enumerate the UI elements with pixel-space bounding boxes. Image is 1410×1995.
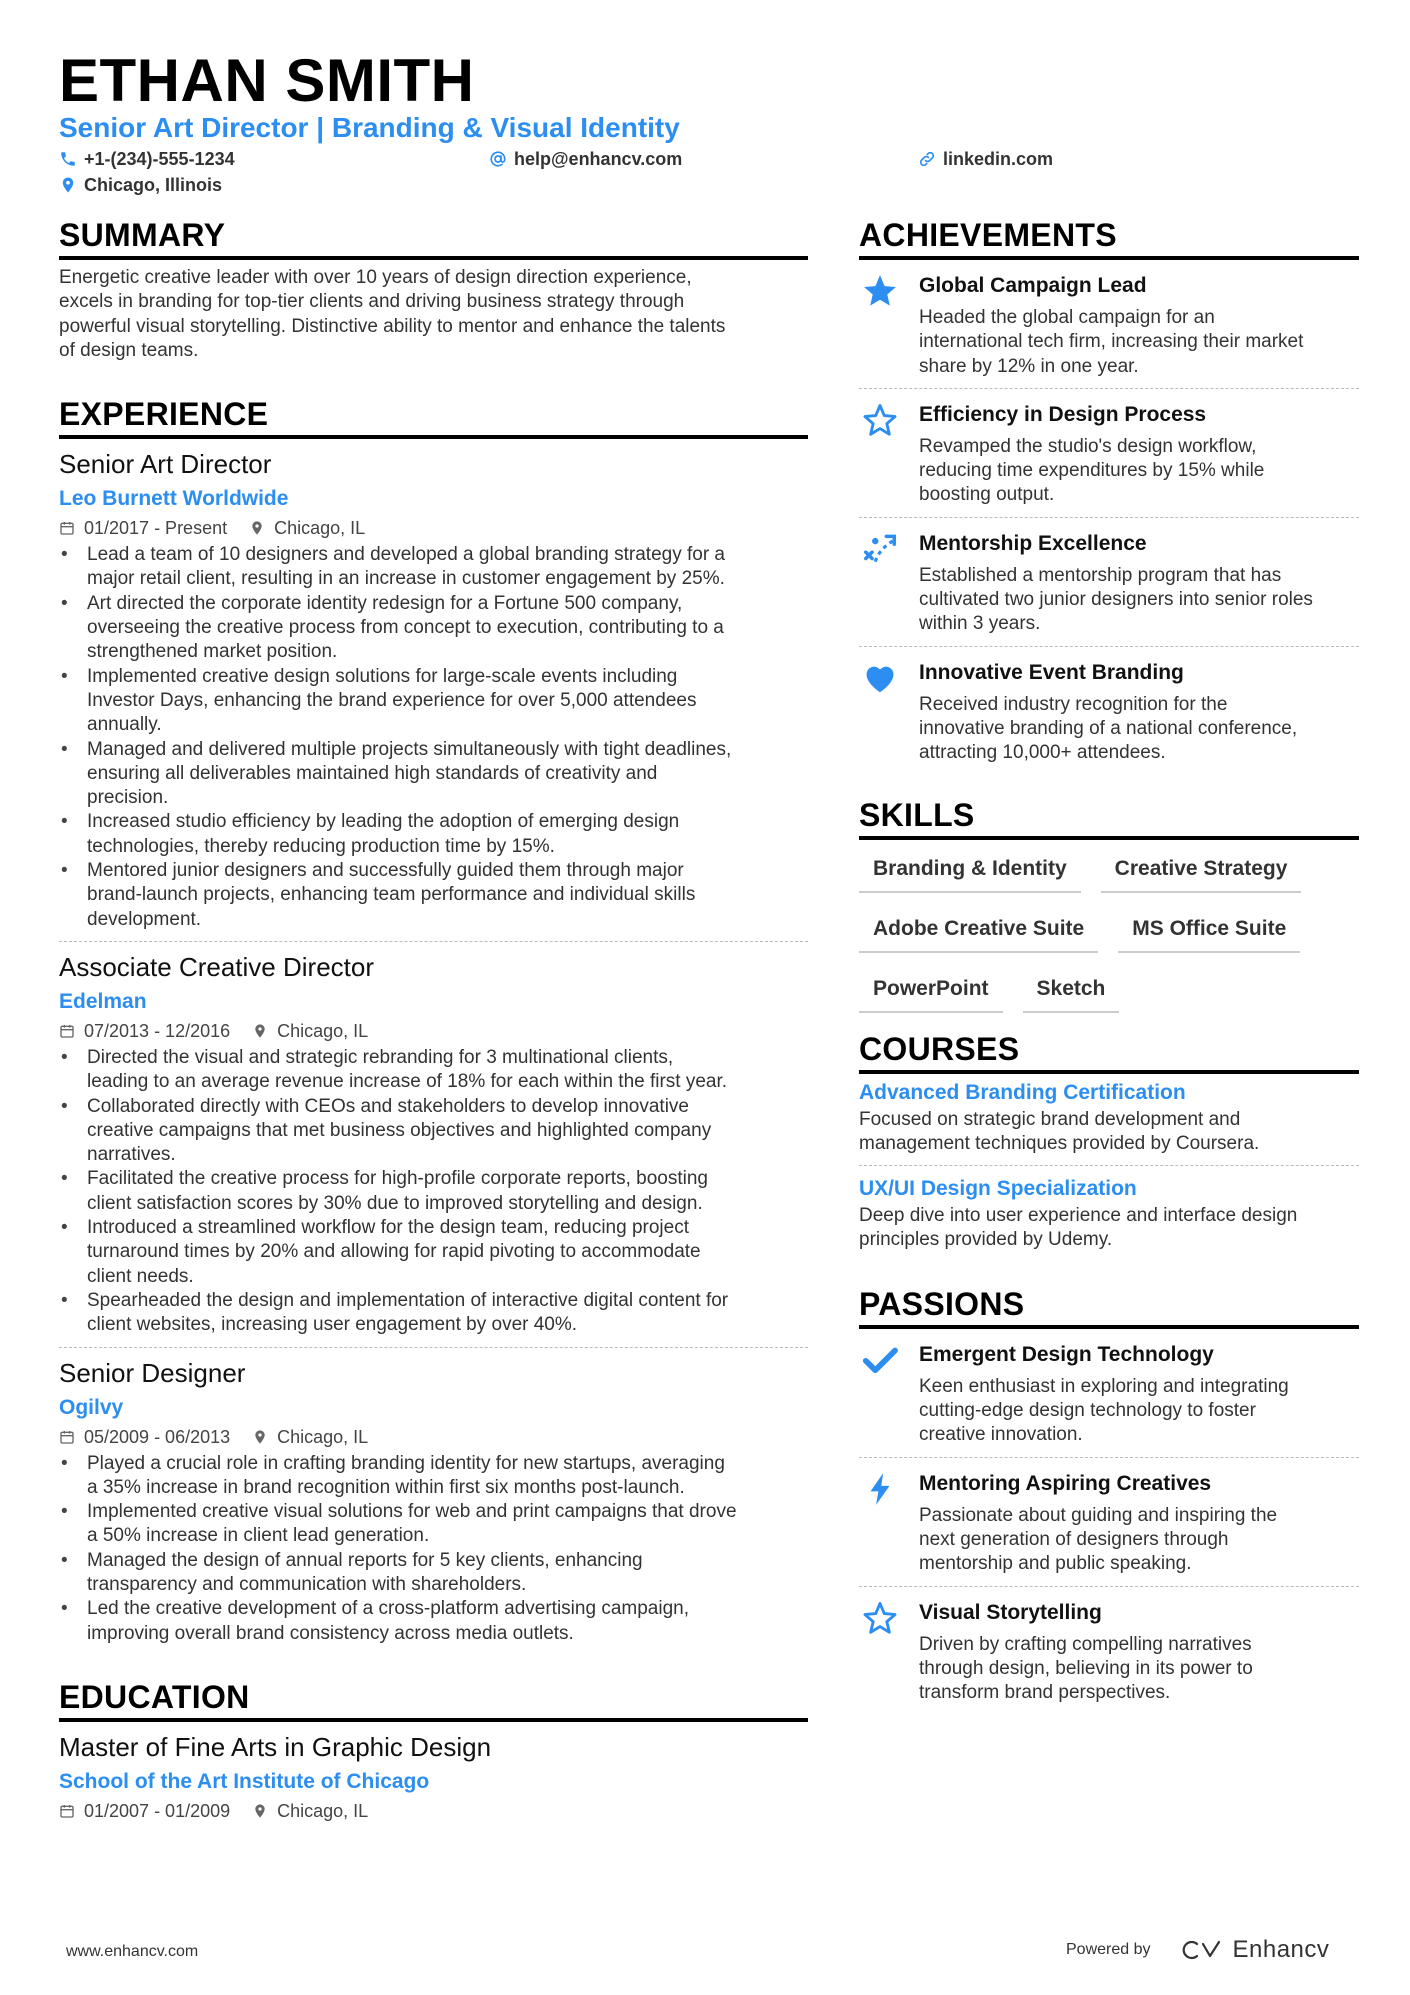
calendar-icon [59,1429,75,1445]
job-meta [59,1017,808,1045]
passions-title: PASSIONS [859,1284,1359,1329]
candidate-name: ETHAN SMITH [59,47,475,114]
location-pin-icon [252,1023,268,1039]
job-bullet: • Implemented creative design solutions for large-scale events including Investor Days, enhancing the brand experience for over 5,000 attendees annually. [59,665,808,738]
summary-line: powerful visual storytelling. Distinctive ability to mentor and enhance the talents [59,315,726,337]
job-bullet: • Led the creative development of a cross-platform advertising campaign, improving overall brand consistency across media outlets. [59,1597,808,1646]
job-location-text: Chicago, IL [274,518,366,539]
course-desc: Focused on strategic brand development and management techniques provided by Coursera. [859,1108,1260,1154]
passion-title: Mentoring Aspiring Creatives [919,1471,1212,1495]
courses-section [859,1029,1359,1262]
calendar-icon [59,1023,75,1039]
contact-email [489,147,682,171]
passions-section [859,1284,1359,1715]
passion-desc: Driven by crafting compelling narratives through design, believing in its power to transform brand perspectives. [919,1633,1253,1704]
footer-branding [1066,1936,1329,1964]
skill-tag: Creative Strategy [1101,849,1302,893]
achievement-item [859,389,1359,518]
skill-tag: PowerPoint [859,969,1003,1013]
job-bullet: • Spearheaded the design and implementation of interactive digital content for client websites, increasing user engagement by over 40%. [59,1289,808,1338]
achievement-title: Mentorship Excellence [919,531,1147,555]
skill-tag: MS Office Suite [1118,909,1300,953]
job-dates: 07/2013 - 12/2016 [84,1020,231,1041]
phone-text[interactable]: +1-(234)-555-1234 [84,149,235,169]
job-bullet: • Managed and delivered multiple projects simultaneously with tight deadlines, ensuring all deliverables maintained high standards of creativity and precision. [59,738,808,811]
course-title: Advanced Branding Certification [859,1080,1186,1104]
job-title: Senior Art Director [59,449,272,480]
calendar-icon [59,520,75,536]
contact-phone [59,147,235,171]
location-pin-icon [59,176,77,194]
experience-title: EXPERIENCE [59,394,808,439]
checkmark-icon [861,1341,899,1379]
education-title: EDUCATION [59,1677,808,1722]
star-outline-icon [861,1599,899,1637]
job-bullet: • Mentored junior designers and successfully guided them through major brand-launch projects, enhancing team performance and individual skills development. [59,859,808,932]
achievements-title: ACHIEVEMENTS [859,215,1359,260]
passion-item [859,1329,1359,1458]
job-location-text: Chicago, IL [277,1426,369,1447]
link-icon [918,150,936,168]
lightning-icon [861,1470,899,1508]
skills-title: SKILLS [859,795,1359,840]
job-bullet: • Managed the design of annual reports for 5 key clients, enhancing transparency and communication with shareholders. [59,1549,808,1598]
job-location [252,1017,368,1045]
location-pin-icon [249,520,265,536]
skills-list [859,849,1359,1029]
summary-line: Energetic creative leader with over 10 years of design direction experience, [59,267,692,288]
skill-tag: Branding & Identity [859,849,1081,893]
headline: Senior Art Director | Branding & Visual Identity [59,112,680,143]
heart-icon [861,659,899,697]
school-name: School of the Art Institute of Chicago [59,1769,430,1793]
job-bullet: • Implemented creative visual solutions for web and print campaigns that drove a 50% increase in client lead generation. [59,1500,808,1549]
company-name: Edelman [59,989,147,1013]
achievement-item [859,647,1359,775]
achievement-title: Efficiency in Design Process [919,402,1207,426]
linkedin-text[interactable]: linkedin.com [943,149,1054,169]
job-bullet: • Introduced a streamlined workflow for the design team, reducing project turnaround times by 20% and allowing for rapid pivoting to accommodate client needs. [59,1216,808,1289]
email-text[interactable]: help@enhancv.com [514,149,683,169]
achievement-desc: Established a mentorship program that has cultivated two junior designers into senior roles within 3 years. [919,564,1313,635]
job-location-text: Chicago, IL [277,1020,369,1041]
star-outline-icon [861,401,899,439]
achievements-section [859,215,1359,775]
education-location [252,1797,368,1825]
contact-location [59,173,222,197]
job-bullet: • Art directed the corporate identity redesign for a Fortune 500 company, overseeing the creative process from concept to execution, contributing to a strengthened market position. [59,592,808,665]
summary-line: excels in branding for top-tier clients and driving business strategy through [59,291,685,313]
experience-section [59,394,808,1655]
skills-section [859,795,1359,1029]
job-bullet: • Collaborated directly with CEOs and stakeholders to develop innovative creative campaigns that met business objectives and highlighted company narratives. [59,1095,808,1168]
job-dates: 05/2009 - 06/2013 [84,1426,231,1447]
job-meta [59,514,808,542]
job-bullet: • Directed the visual and strategic rebranding for 3 multinational clients, leading to an average revenue increase of 18% for each within the first year. [59,1046,808,1095]
footer-website[interactable]: www.enhancv.com [66,1943,199,1960]
achievement-desc: Revamped the studio's design workflow, reducing time expenditures by 15% while boosting output. [919,435,1265,506]
education-dates: 01/2007 - 01/2009 [84,1800,231,1821]
job-location [249,514,365,542]
calendar-icon [59,1803,75,1819]
education-meta [59,1797,808,1825]
degree: Master of Fine Arts in Graphic Design [59,1731,492,1762]
passion-desc: Passionate about guiding and inspiring the next generation of designers through mentorship and public speaking. [919,1504,1278,1575]
passion-desc: Keen enthusiast in exploring and integrating cutting-edge design technology to foster creative innovation. [919,1375,1289,1446]
job-entry [59,1356,808,1655]
course-desc: Deep dive into user experience and interface design principles provided by Udemy. [859,1205,1298,1251]
passion-title: Visual Storytelling [919,1600,1102,1624]
course-item [859,1078,1359,1167]
enhancv-logo[interactable] [1177,1936,1330,1964]
courses-title: COURSES [859,1029,1359,1074]
brand-name: Enhancv [1232,1936,1330,1963]
left-column [59,215,808,1825]
summary-title: SUMMARY [59,215,808,260]
skill-tag: Adobe Creative Suite [859,909,1098,953]
achievement-title: Innovative Event Branding [919,660,1184,684]
skill-tag: Sketch [1023,969,1120,1013]
job-bullets [59,543,808,932]
job-bullets [59,1452,808,1646]
passion-title: Emergent Design Technology [919,1342,1214,1366]
achievement-desc: Received industry recognition for the innovative branding of a national conference, attracting 10,000+ attendees. [919,693,1298,764]
phone-icon [59,150,77,168]
course-title: UX/UI Design Specialization [859,1177,1137,1201]
location-pin-icon [252,1429,268,1445]
job-entry [59,950,808,1348]
job-meta [59,1423,808,1451]
right-column [859,215,1359,1714]
summary-text [59,266,808,363]
contact-linkedin [918,147,1053,171]
course-item [859,1174,1359,1262]
job-title: Associate Creative Director [59,951,374,982]
summary-section [59,215,808,363]
company-name: Ogilvy [59,1395,124,1419]
summary-line: of design teams. [59,339,199,361]
achievement-item [859,518,1359,647]
job-bullet: • Increased studio efficiency by leading the adoption of emerging design technologies, thereby reducing production time by 15%. [59,810,808,859]
achievement-title: Global Campaign Lead [919,274,1147,297]
star-filled-icon [861,272,899,310]
passion-item [859,1458,1359,1587]
job-entry [59,447,808,942]
achievement-item [859,260,1359,389]
job-location [252,1423,368,1451]
job-bullets [59,1046,808,1338]
job-bullet: • Played a crucial role in crafting branding identity for new startups, averaging a 35% increase in brand recognition within first six months post-launch. [59,1452,808,1501]
job-dates: 01/2017 - Present [84,518,228,539]
location-pin-icon [252,1803,268,1819]
powered-by-label: Powered by [1066,1941,1151,1958]
job-bullet: • Facilitated the creative process for high-profile corporate reports, boosting client satisfaction scores by 30% due to improved storytelling and design. [59,1167,808,1216]
strategy-icon [861,530,899,568]
passion-item [859,1587,1359,1715]
achievement-desc: Headed the global campaign for an international tech firm, increasing their market share by 12% in one year. [919,307,1304,377]
location-text: Chicago, Illinois [84,175,223,195]
enhancv-logo-icon [1177,1938,1223,1962]
job-title: Senior Designer [59,1357,246,1388]
education-section [59,1677,808,1825]
education-location-text: Chicago, IL [277,1800,369,1821]
company-name: Leo Burnett Worldwide [59,487,289,511]
job-bullet: • Lead a team of 10 designers and developed a global branding strategy for a major retail client, resulting in an increase in customer engagement by 25%. [59,543,808,592]
at-sign-icon [489,150,507,168]
